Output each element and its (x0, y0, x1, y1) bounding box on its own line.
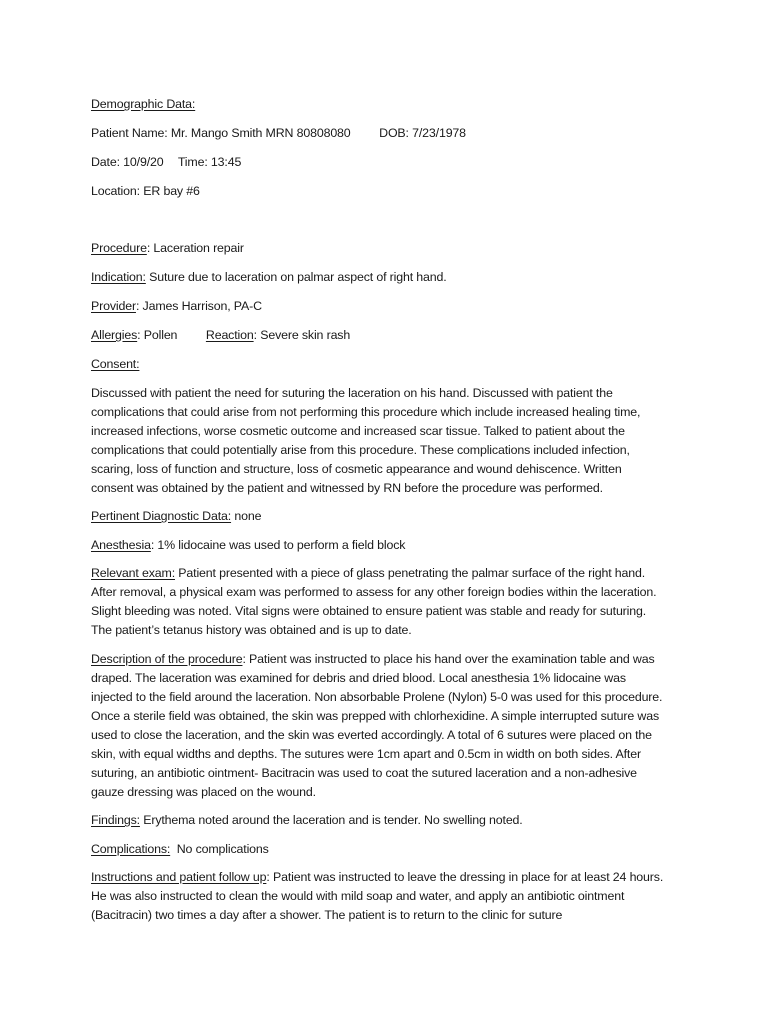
provider-value: : James Harrison, PA-C (135, 299, 262, 313)
location-line (91, 183, 200, 199)
allergies-value: : Pollen (137, 328, 178, 342)
complications-line (91, 841, 269, 857)
complications-value: No complications (170, 842, 269, 856)
consent-paragraph: Discussed with patient the need for suturing the laceration on his hand. Discussed with patient the complications that could arise from not performing this procedure which include increased healing time, increased infections, worse cosmetic outcome and increased scar tissue. Talked to patient about the complications that could potentially arise from this procedure. These complications included infection, scaring, loss of function and structure, loss of cosmetic appearance and wound dehiscence. Written consent was obtained by the patient and witnessed by RN before the procedure was performed. (91, 386, 641, 495)
date-label: Date: (91, 155, 120, 169)
demographic-heading: Demographic Data: (91, 97, 196, 111)
findings-line (91, 812, 523, 828)
indication-line (91, 269, 447, 285)
indication-label: Indication: (91, 270, 146, 284)
time-value: 13:45 (210, 155, 242, 169)
procedure-value: : Laceration repair (146, 241, 244, 255)
consent-heading (91, 356, 139, 372)
diagnostic-value: none (231, 509, 262, 523)
complications-label: Complications: (91, 842, 171, 856)
patient-line (91, 125, 466, 141)
consent-label: Consent: (91, 357, 140, 371)
provider-label: Provider (91, 299, 136, 313)
allergies-line (91, 327, 350, 343)
instructions-label: Instructions and patient follow up (91, 870, 267, 884)
date-value: 10/9/20 (123, 155, 164, 169)
findings-value: Erythema noted around the laceration and is tender. No swelling noted. (139, 813, 523, 827)
patient-value: Mr. Mango Smith MRN 80808080 (170, 126, 351, 140)
description-text: : Patient was instructed to place his hand over the examination table and was draped. The laceration was examined for debris and dried blood. Local anesthesia 1% lidocaine was injected to the field around the laceration. Non absorbable Prolene (Nylon) 5-0 was used for this procedure. Once a sterile field was obtained, the skin was prepped with chlorhexidine. A simple interrupted suture was used to close the laceration, and the skin was everted accordingly. A total of 6 sutures were placed on the skin, with equal widths and depths. The sutures were 1cm apart and 0.5cm in width on both sides. After suturing, an antibiotic ointment- Bacitracin was used to coat the sutured laceration and a non-adhesive gauze dressing was placed on the wound. (91, 652, 663, 799)
procedure-line (91, 240, 244, 256)
patient-label: Patient Name: (91, 126, 168, 140)
exam-label: Relevant exam: (91, 566, 175, 580)
location-value: ER bay #6 (143, 184, 200, 198)
anesthesia-label: Anesthesia (91, 538, 151, 552)
instructions-text: : Patient was instructed to leave the dressing in place for at least 24 hours. He was also instructed to clean the would with mild soap and water, and apply an antibiotic ointment (Bacitracin) two times a day after a shower. The patient is to return to the clinic for suture (91, 870, 664, 922)
time-label: Time: (177, 155, 208, 169)
procedure-label: Procedure (91, 241, 147, 255)
description-label: Description of the procedure (91, 652, 243, 666)
instructions-paragraph (91, 868, 667, 925)
date-line (91, 154, 241, 170)
allergies-label: Allergies (91, 328, 138, 342)
dob-value: 7/23/1978 (412, 126, 466, 140)
provider-line (91, 298, 262, 314)
indication-value: Suture due to laceration on palmar aspect of right hand. (145, 270, 447, 284)
exam-text: Patient presented with a piece of glass penetrating the palmar surface of the right hand. After removal, a physical exam was performed to assess for any other foreign bodies within the laceration. Slight bleeding was noted. Vital signs were obtained to ensure patient was stable and ready for suturing. The patient’s tetanus history was obtained and is up to date. (91, 566, 657, 637)
location-label: Location: (91, 184, 140, 198)
exam-paragraph (91, 564, 667, 640)
description-paragraph (91, 650, 667, 802)
diagnostic-label: Pertinent Diagnostic Data: (91, 509, 232, 523)
reaction-label: Reaction (205, 328, 254, 342)
dob-label: DOB: (379, 126, 409, 140)
diagnostic-line (91, 508, 261, 524)
findings-label: Findings: (91, 813, 140, 827)
reaction-value: : Severe skin rash (253, 328, 351, 342)
anesthesia-line (91, 537, 405, 553)
anesthesia-value: : 1% lidocaine was used to perform a field block (150, 538, 406, 552)
